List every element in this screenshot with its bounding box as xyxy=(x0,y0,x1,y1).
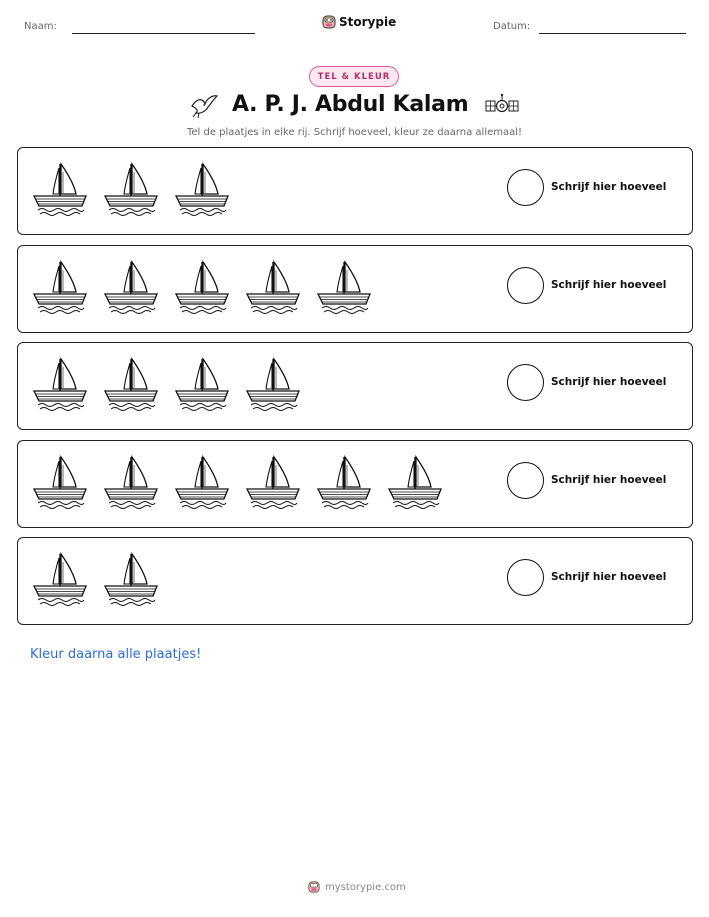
sailboat-icon[interactable] xyxy=(101,550,172,608)
storypie-logo xyxy=(322,14,396,30)
name-write-line[interactable] xyxy=(72,33,255,34)
counting-row xyxy=(17,440,693,528)
boat-group xyxy=(30,355,314,413)
boat-group xyxy=(30,258,385,316)
site-footer xyxy=(308,880,406,894)
boat-group xyxy=(30,550,172,608)
date-label: Datum: xyxy=(493,21,531,32)
sailboat-icon[interactable] xyxy=(101,258,172,316)
answer-circle[interactable] xyxy=(507,462,544,499)
sailboat-icon[interactable] xyxy=(172,160,243,218)
instructions: Tel de plaatjes in elke rij. Schrijf hoeveel, kleur ze daarna allemaal! xyxy=(186,127,523,138)
dove-icon xyxy=(189,92,219,120)
storypie-mascot-icon xyxy=(308,880,320,894)
boat-group xyxy=(30,453,456,511)
sailboat-icon[interactable] xyxy=(30,550,101,608)
answer-label: Schrijf hier hoeveel xyxy=(551,181,667,193)
page-title: A. P. J. Abdul Kalam xyxy=(232,92,469,117)
sailboat-icon[interactable] xyxy=(243,453,314,511)
date-write-line[interactable] xyxy=(539,33,686,34)
sailboat-icon[interactable] xyxy=(243,258,314,316)
sailboat-icon[interactable] xyxy=(172,453,243,511)
sailboat-icon[interactable] xyxy=(101,453,172,511)
sailboat-icon[interactable] xyxy=(30,160,101,218)
sailboat-icon[interactable] xyxy=(30,355,101,413)
sailboat-icon[interactable] xyxy=(101,355,172,413)
counting-row xyxy=(17,537,693,625)
sailboat-icon[interactable] xyxy=(314,258,385,316)
sailboat-icon[interactable] xyxy=(172,258,243,316)
answer-circle[interactable] xyxy=(507,364,544,401)
brand-name: Storypie xyxy=(339,15,397,29)
answer-circle[interactable] xyxy=(507,559,544,596)
answer-label: Schrijf hier hoeveel xyxy=(551,473,667,486)
counting-row xyxy=(17,147,693,235)
sailboat-icon[interactable] xyxy=(101,160,172,218)
name-label: Naam: xyxy=(24,21,57,32)
title-row xyxy=(0,90,709,124)
sailboat-icon[interactable] xyxy=(314,453,385,511)
answer-circle[interactable] xyxy=(507,267,544,304)
answer-label: Schrijf hier hoeveel xyxy=(551,571,667,583)
answer-label: Schrijf hier hoeveel xyxy=(551,278,667,291)
activity-badge: TEL & KLEUR xyxy=(309,66,399,87)
answer-circle[interactable] xyxy=(507,169,544,206)
satellite-icon xyxy=(485,93,519,119)
storypie-mascot-icon xyxy=(322,14,336,30)
answer-label: Schrijf hier hoeveel xyxy=(551,376,667,388)
sailboat-icon[interactable] xyxy=(30,453,101,511)
counting-row xyxy=(17,245,693,333)
sailboat-icon[interactable] xyxy=(243,355,314,413)
sailboat-icon[interactable] xyxy=(30,258,101,316)
counting-row xyxy=(17,342,693,430)
footer-note: Kleur daarna alle plaatjes! xyxy=(30,647,202,662)
sailboat-icon[interactable] xyxy=(385,453,456,511)
boat-group xyxy=(30,160,243,218)
site-url: mystorypie.com xyxy=(325,881,406,893)
sailboat-icon[interactable] xyxy=(172,355,243,413)
worksheet-header xyxy=(0,0,709,50)
